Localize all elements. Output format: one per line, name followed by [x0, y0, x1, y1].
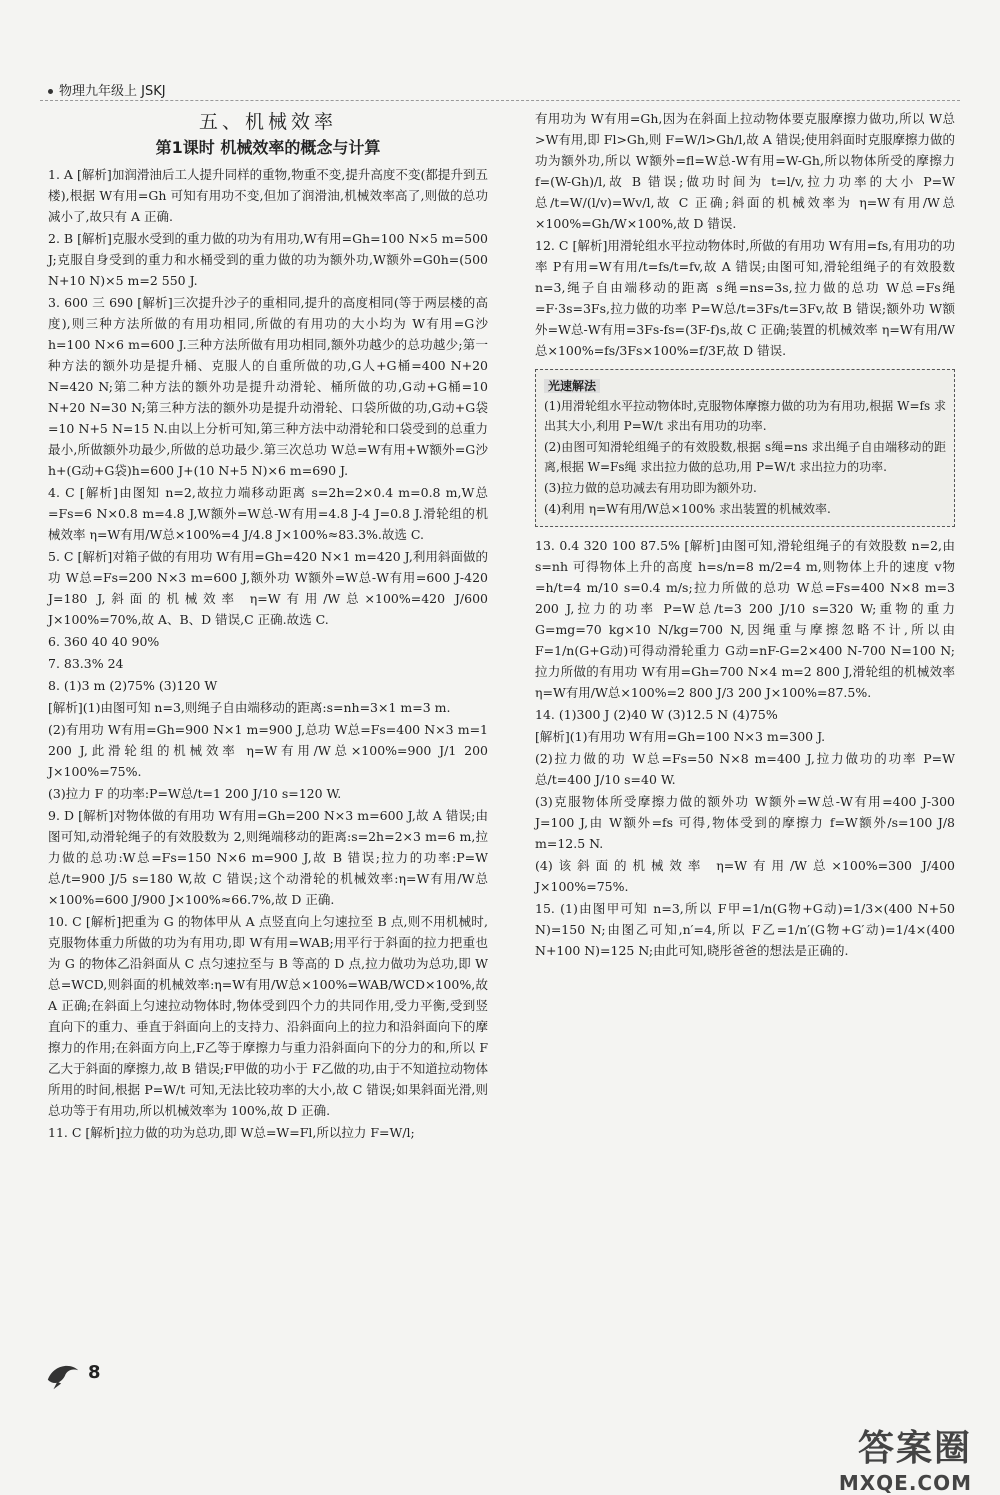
answer-paragraph: 1. A [解析]加润滑油后工人提升同样的重物,物重不变,提升高度不变(都提升到五楼),根据 W有用=Gh 可知有用功不变,但加了润滑油,机械效率高了,则做的总功减小了,故只有 A 正确.	[48, 167, 488, 224]
left-answer-list	[48, 164, 488, 1143]
answer-paragraph: 6. 360 40 40 90%	[48, 634, 160, 649]
answer-paragraph: 11. C [解析]拉力做的功为总功,即 W总=W=Fl,所以拉力 F=W/l;	[48, 1125, 415, 1140]
answer-paragraph: 12. C [解析]用滑轮组水平拉动物体时,所做的有用功 W有用=fs,有用功的功率 P有用=W有用/t=fs/t=fv,故 A 错误;由图可知,滑轮组绳子的有效股数 n=3,绳子自由端移动的距离 s绳=ns=3s,拉力做的总功 W总=Fs绳=F·3s=3Fs,拉力做的功率 P=W总/t=3Fs/t=3Fv,故 B 错误;额外功 W额外=W总-W有用=3Fs-fs=(3F-f)s,故 C 正确;装置的机械效率 η=W有用/W总×100%=fs/3Fs×100%=f/3F,故 D 错误.	[535, 238, 955, 358]
bullet-icon	[48, 89, 53, 94]
answer-paragraph: (2)有用功 W有用=Gh=900 N×1 m=900 J,总功 W总=Fs=400 N×3 m=1 200 J,此滑轮组的机械效率 η=W有用/W总×100%=900 J/1 200 J×100%=75%.	[48, 722, 488, 779]
answer-paragraph: 15. (1)由图甲可知 n=3,所以 F甲=1/n(G物+G动)=1/3×(400 N+50 N)=150 N;由图乙可知,n′=4,所以 F乙=1/n′(G物+G′动)=1/4×(400 N+100 N)=125 N;由此可知,晓彤爸爸的想法是正确的.	[535, 901, 955, 958]
answer-paragraph: 3. 600 三 690 [解析]三次提升沙子的重相同,提升的高度相同(等于两层楼的高度),则三种方法所做的有用功相同,所做的有用功的大小均为 W有用=G沙h=100 N×6 m=600 J.三种方法所做有用功相同,额外功越少的总功越少;第一种方法的额外功是提升桶、克服人的自重所做的功,G人+G桶=400 N+20 N=420 N;第二种方法的额外功是提升动滑轮、桶所做的功,G动+G桶=10 N+20 N=30 N;第三种方法的额外功是提升动滑轮、口袋所做的功,G动+G袋=10 N+5 N=15 N.由以上分析可知,第三种方法中动滑轮和口袋受到的总重力最小,所做额外功最少,所做的总功最少.第三次总功 W总=W有用+W额外=G沙h+(G动+G袋)h=600 J+(10 N+5 N)×6 m=690 J.	[48, 295, 488, 478]
right-answer-list	[535, 108, 955, 361]
answer-paragraph: 8. (1)3 m (2)75% (3)120 W	[48, 678, 218, 693]
answer-paragraph: 有用功为 W有用=Gh,因为在斜面上拉动物体要克服摩擦力做功,所以 W总>W有用,即 Fl>Gh,则 F=W/l>Gh/l,故 A 错误;使用斜面时克服摩擦力做的功为额外功,所以 W额外=fl=W总-W有用=W-Gh,所以物体所受的摩擦力 f=(W-Gh)/l,故 B 错误;做功时间为 t=l/v,拉力功率的大小 P=W总/t=W/(l/v)=Wv/l,故 C 正确;斜面的机械效率为 η=W有用/W总×100%=Gh/W×100%,故 D 错误.	[535, 111, 955, 231]
lesson-title: 第1课时 机械效率的概念与计算	[155, 138, 381, 157]
answer-paragraph: 4. C [解析]由图知 n=2,故拉力端移动距离 s=2h=2×0.4 m=0.8 m,W总=Fs=6 N×0.8 m=4.8 J,W额外=W总-W有用=4.8 J-4 J=0.8 J.滑轮组的机械效率 η=W有用/W总×100%=4 J/4.8 J×100%≈83.3%.故选 C.	[48, 485, 488, 542]
book-header	[48, 80, 166, 99]
watermark-url: MXQE.COM	[838, 1471, 972, 1495]
section-title: 五、机械效率	[198, 111, 337, 133]
tip-title: 光速解法	[544, 379, 600, 393]
answer-paragraph: (3)拉力 F 的功率:P=W总/t=1 200 J/10 s=120 W.	[48, 786, 342, 801]
answer-paragraph: (4)利用 η=W有用/W总×100% 求出装置的机械效率.	[544, 502, 831, 516]
answer-paragraph: [解析](1)由图可知 n=3,则绳子自由端移动的距离:s=nh=3×1 m=3 m.	[48, 700, 451, 715]
answer-paragraph: 5. C [解析]对箱子做的有用功 W有用=Gh=420 N×1 m=420 J,利用斜面做的功 W总=Fs=200 N×3 m=600 J,额外功 W额外=W总-W有用=600 J-420 J=180 J,斜面的机械效率 η=W有用/W总×100%=420 J/600 J×100%=70%,故 A、B、D 错误,C 正确.故选 C.	[48, 549, 488, 627]
right-column	[535, 108, 955, 962]
answer-paragraph: (4)该斜面的机械效率 η=W有用/W总×100%=300 J/400 J×100%=75%.	[535, 858, 955, 894]
left-column	[48, 112, 488, 1144]
answer-paragraph: (3)克服物体所受摩擦力做的额外功 W额外=W总-W有用=400 J-300 J=100 J,由 W额外=fs 可得,物体受到的摩擦力 f=W额外/s=100 J/8 m=12.5 N.	[535, 794, 955, 851]
answer-paragraph: (2)由图可知滑轮组绳子的有效股数,根据 s绳=ns 求出绳子自由端移动的距离,根据 W=Fs绳 求出拉力做的总功,用 P=W/t 求出拉力的功率.	[544, 440, 946, 474]
dolphin-icon	[44, 1355, 82, 1393]
watermark-logo: 答案圈	[857, 1428, 972, 1469]
answer-paragraph: (3)拉力做的总功减去有用功即为额外功.	[544, 481, 757, 495]
answer-paragraph: (1)用滑轮组水平拉动物体时,克服物体摩擦力做的功为有用功,根据 W=fs 求出其大小,利用 P=W/t 求出有用功的功率.	[544, 399, 946, 433]
tip-box	[535, 369, 955, 527]
answer-paragraph: (2)拉力做的功 W总=Fs=50 N×8 m=400 J,拉力做功的功率 P=W总/t=400 J/10 s=40 W.	[535, 751, 955, 787]
answer-paragraph: 2. B [解析]克服水受到的重力做的功为有用功,W有用=Gh=100 N×5 m=500 J;克服自身受到的重力和水桶受到的重力做的功为额外功,W额外=G0h=(500 N+10 N)×5 m=2 550 J.	[48, 231, 488, 288]
answer-paragraph: 7. 83.3% 24	[48, 656, 124, 671]
answer-paragraph: [解析](1)有用功 W有用=Gh=100 N×3 m=300 J.	[535, 729, 826, 744]
header-divider	[40, 100, 960, 101]
answer-paragraph: 14. (1)300 J (2)40 W (3)12.5 N (4)75%	[535, 707, 778, 722]
answer-paragraph: 10. C [解析]把重为 G 的物体甲从 A 点竖直向上匀速拉至 B 点,则不用机械时,克服物体重力所做的功为有用功,即 W有用=WAB;用平行于斜面的拉力把重也为 G 的物体乙沿斜面从 C 点匀速拉至与 B 等高的 D 点,拉力做功为总功,即 W总=WCD,则斜面的机械效率:η=W有用/W总×100%=WAB/WCD×100%,故 A 正确;在斜面上匀速拉动物体时,物体受到四个力的共同作用,受力平衡,受到竖直向下的重力、垂直于斜面向上的支持力、沿斜面向上的拉力和沿斜面向下的摩擦力的作用;在斜面方向上,F乙等于摩擦力与重力沿斜面向下的分力的和,所以 F乙大于斜面的摩擦力,故 B 错误;F甲做的功小于 F乙做的功,由于不知道拉动物体所用的时间,根据 P=W/t 可知,无法比较功率的大小,故 C 错误;如果斜面光滑,则总功等于有用功,所以机械效率为 100%,故 D 正确.	[48, 914, 488, 1118]
tip-lines	[544, 396, 946, 519]
right-answer-list-2	[535, 535, 955, 961]
book-name: 物理九年级上 JSKJ	[59, 84, 166, 99]
answer-paragraph: 9. D [解析]对物体做的有用功 W有用=Gh=200 N×3 m=600 J,故 A 错误;由图可知,动滑轮绳子的有效股数为 2,则绳端移动的距离:s=2h=2×3 m=6 m,拉力做的总功:W总=Fs=150 N×6 m=900 J,故 B 错误;拉力的功率:P=W总/t=900 J/5 s=180 W,故 C 错误;这个动滑轮的机械效率:η=W有用/W总×100%=600 J/900 J×100%≈66.7%,故 D 正确.	[48, 808, 488, 907]
page-number: 8	[88, 1362, 101, 1383]
answer-paragraph: 13. 0.4 320 100 87.5% [解析]由图可知,滑轮组绳子的有效股数 n=2,由 s=nh 可得物体上升的高度 h=s/n=8 m/2=4 m,则物体上升的速度 v物=h/t=4 m/10 s=0.4 m/s;拉力所做的总功 W总=Fs=400 N×8 m=3 200 J,拉力的功率 P=W总/t=3 200 J/10 s=320 W;重物的重力 G=mg=70 kg×10 N/kg=700 N,因绳重与摩擦忽略不计,所以由 F=1/n(G+G动)可得动滑轮重力 G动=nF-G=2×400 N-700 N=100 N;拉力所做的有用功 W有用=Gh=700 N×4 m=2 800 J,滑轮组的机械效率 η=W有用/W总×100%=2 800 J/3 200 J×100%=87.5%.	[535, 538, 955, 700]
site-watermark	[839, 1420, 972, 1495]
